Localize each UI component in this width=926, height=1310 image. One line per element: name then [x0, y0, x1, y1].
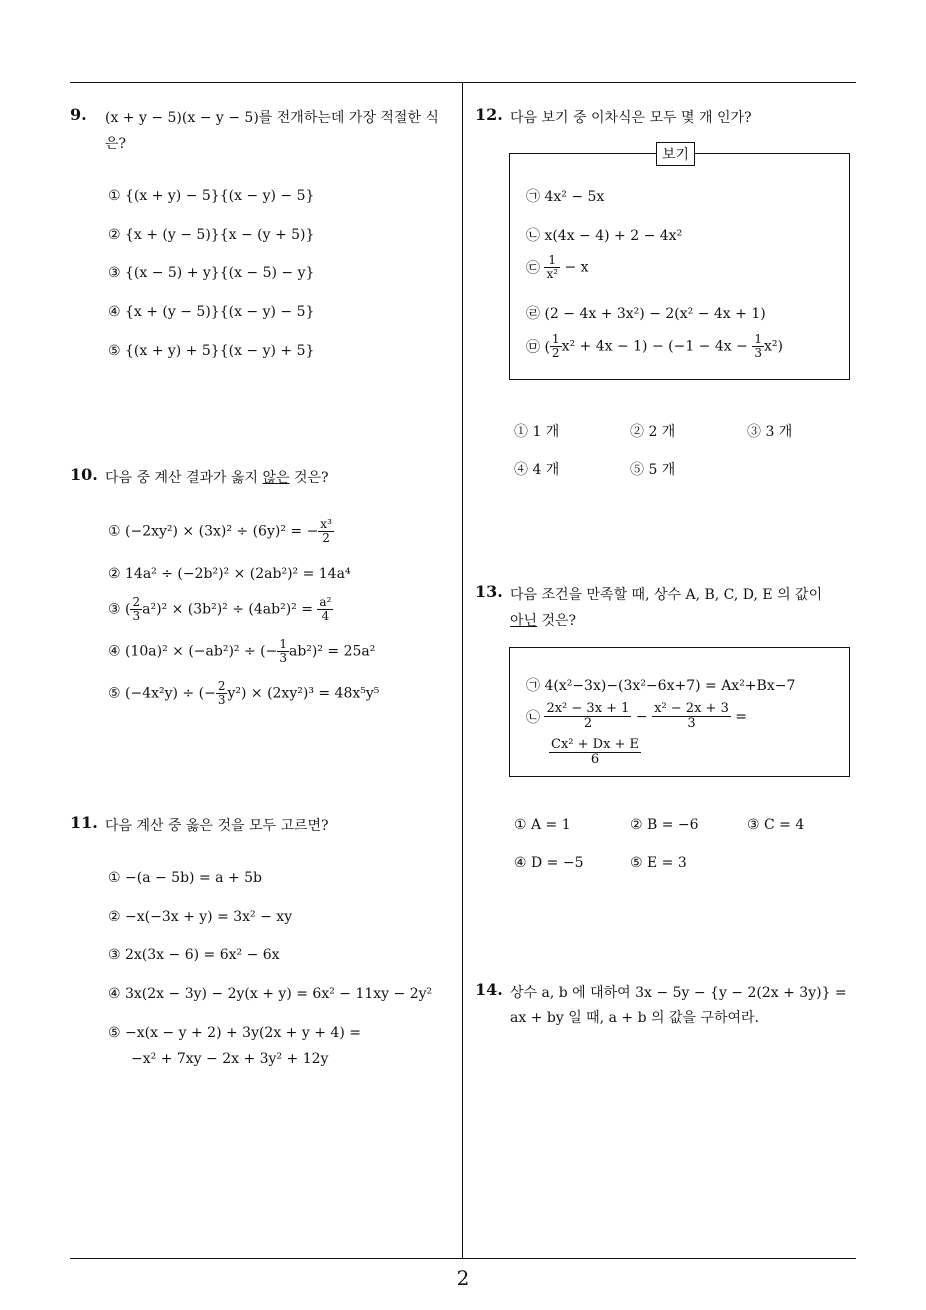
choice-1[interactable]: ① (−2xy²) × (3x)² ÷ (6y)² = − $\frac{\text{x³}}{2}$ [108, 517, 332, 546]
question-number: 10. [70, 465, 98, 484]
choice-4[interactable]: ④ D = −5 [514, 855, 584, 871]
page-number: 2 [456, 1266, 470, 1290]
question-number: 11. [70, 813, 98, 832]
choice-3[interactable]: ③ ( $\frac{2}{3}$ a²)² × (3b²)² ÷ (4ab²)² = $\frac{\text{a²}}{4}$ [108, 595, 332, 624]
choice-2[interactable]: ② {x + (y − 5)}{x − (y + 5)} [108, 227, 315, 243]
question-text-cont: 아닌 것은? [510, 613, 577, 629]
question-text: 다음 보기 중 이차식은 모두 몇 개 인가? [510, 110, 752, 126]
choice-3[interactable]: ③ 3 개 [747, 424, 793, 440]
choice-5[interactable]: ⑤ E = 3 [630, 855, 687, 871]
choice-1[interactable]: ① 1 개 [514, 424, 560, 440]
question-text-cont: ax + by 일 때, a + b 의 값을 구하여라. [510, 1010, 760, 1026]
choice-3[interactable]: ③ C = 4 [747, 817, 805, 833]
example-item-c: ㉢ $\frac{1}{\text{x²}}$ − x [526, 253, 589, 282]
example-item-b: ㉡ x(4x − 4) + 2 − 4x² [526, 228, 683, 244]
example-item-d: ㉣ (2 − 4x + 3x²) − 2(x² − 4x + 1) [526, 306, 766, 322]
question-number: 13. [475, 582, 503, 601]
choice-3[interactable]: ③ 2x(3x − 6) = 6x² − 6x [108, 947, 280, 963]
question-text-cont: 은? [105, 136, 127, 152]
question-number: 14. [475, 980, 503, 999]
question-number: 9. [70, 105, 87, 124]
choice-5[interactable]: ⑤ 5 개 [630, 462, 676, 478]
choice-4[interactable]: ④ 3x(2x − 3y) − 2y(x + y) = 6x² − 11xy − 2y² [108, 986, 433, 1002]
choice-2[interactable]: ② 2 개 [630, 424, 676, 440]
question-text: 다음 중 계산 결과가 옳지 않은 것은? [105, 470, 329, 486]
choice-4[interactable]: ④ (10a)² × (−ab²)² ÷ (− $\frac{1}{3}$ ab²)² = 25a² [108, 637, 376, 666]
choice-5[interactable]: ⑤ {(x + y) + 5}{(x − y) + 5} [108, 343, 315, 359]
example-item-e: ㉤ ( $\frac{1}{2}$ x² + 4x − 1) − (−1 − 4x − $\frac{1}{3}$ x²) [526, 332, 783, 361]
choice-2[interactable]: ② 14a² ÷ (−2b²)² × (2ab²)² = 14a⁴ [108, 566, 351, 582]
choice-2[interactable]: ② −x(−3x + y) = 3x² − xy [108, 909, 293, 925]
question-text: 상수 a, b 에 대하여 3x − 5y − {y − 2(2x + 3y)} = [510, 985, 847, 1001]
choice-4[interactable]: ④ {x + (y − 5)}{(x − y) − 5} [108, 304, 315, 320]
choice-5[interactable]: ⑤ −x(x − y + 2) + 3y(2x + y + 4) = [108, 1025, 361, 1041]
choice-5-cont: −x² + 7xy − 2x + 3y² + 12y [131, 1051, 329, 1067]
condition-item-b-rhs: $\frac{\text{Cx² + Dx + E}}{6}$ [551, 737, 640, 768]
question-text: 다음 계산 중 옳은 것을 모두 고르면? [105, 818, 329, 834]
question-text: (x + y − 5)(x − y − 5)를 전개하는데 가장 적절한 식 [105, 110, 439, 126]
condition-item-a: ㉠ 4(x²−3x)−(3x²−6x+7) = Ax²+Bx−7 [526, 678, 796, 694]
condition-item-b: ㉡ $\frac{\text{2x² − 3x + 1}}{2}$ − $\frac{\text{x² − 2x + 3}}{3}$ = [526, 701, 748, 732]
top-rule [70, 82, 856, 83]
example-item-a: ㉠ 4x² − 5x [526, 189, 605, 205]
choice-2[interactable]: ② B = −6 [630, 817, 699, 833]
choice-1[interactable]: ① A = 1 [514, 817, 571, 833]
choice-5[interactable]: ⑤ (−4x²y) ÷ (− $\frac{2}{3}$ y²) × (2xy²)³ = 48x⁵y⁵ [108, 679, 380, 708]
column-divider [462, 83, 463, 1259]
example-box-label: 보기 [656, 142, 695, 166]
choice-4[interactable]: ④ 4 개 [514, 462, 560, 478]
question-number: 12. [475, 105, 503, 124]
choice-1[interactable]: ① −(a − 5b) = a + 5b [108, 870, 262, 886]
question-text: 다음 조건을 만족할 때, 상수 A, B, C, D, E 의 값이 [510, 587, 823, 603]
bottom-rule [70, 1258, 856, 1259]
choice-1[interactable]: ① {(x + y) − 5}{(x − y) − 5} [108, 188, 315, 204]
choice-3[interactable]: ③ {(x − 5) + y}{(x − 5) − y} [108, 265, 315, 281]
